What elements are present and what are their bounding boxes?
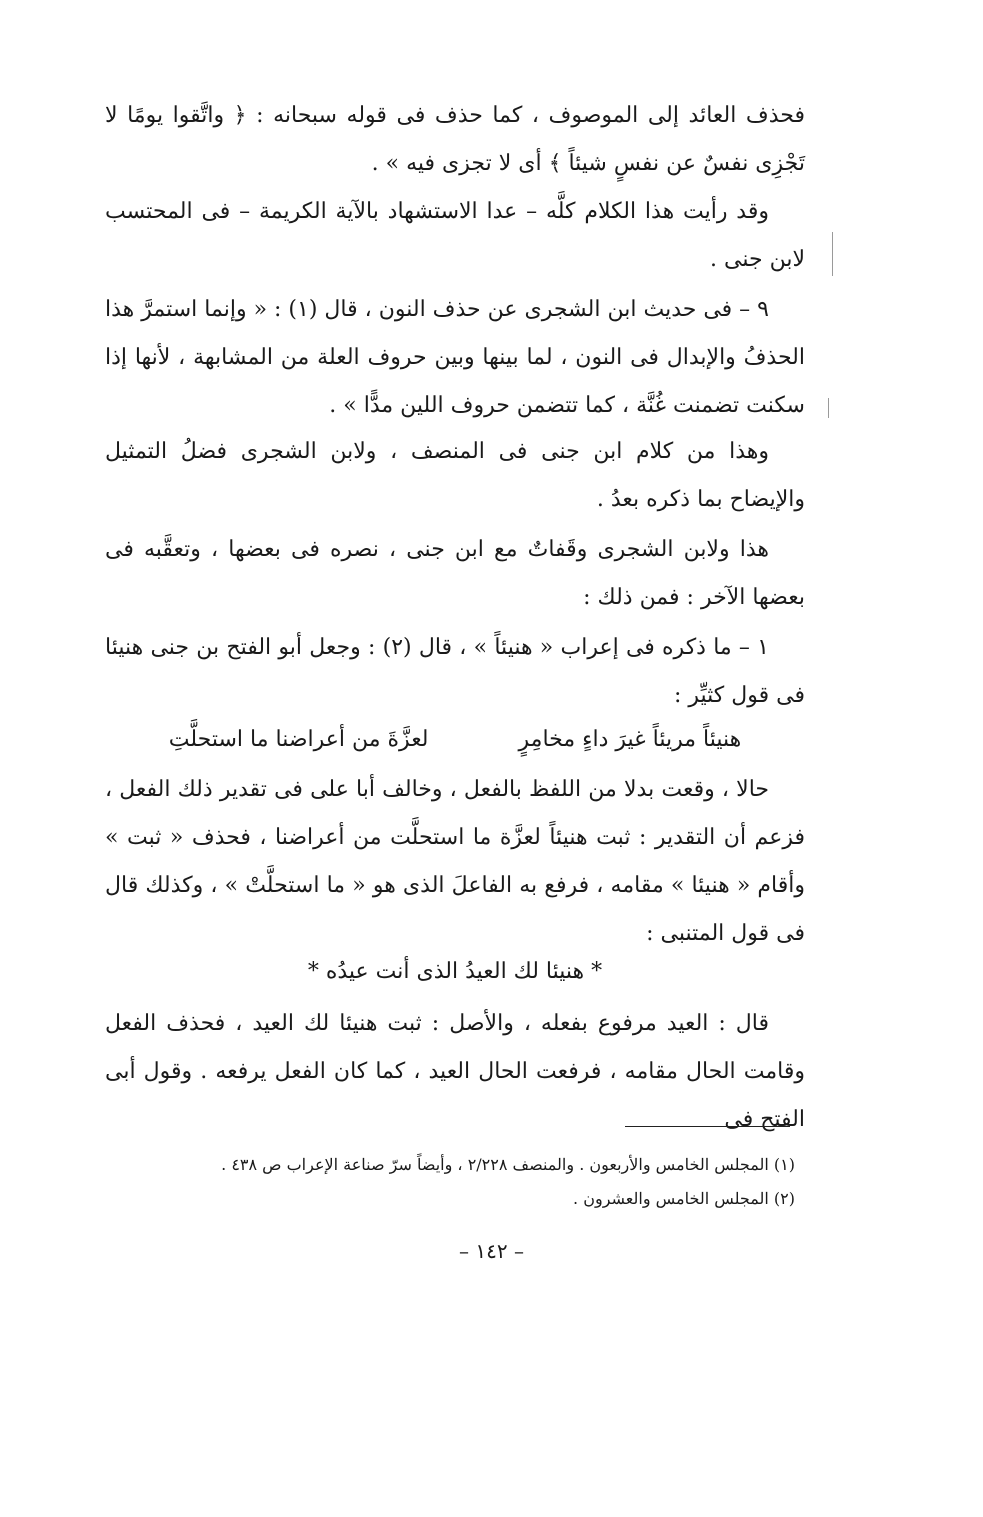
body-text-block-8 (105, 1000, 805, 1144)
footnotes (105, 1148, 795, 1216)
paragraph-2: وقد رأيت هذا الكلام كلَّه – عدا الاستشهاد بالآية الكريمة – فى المحتسب لابن جنى . (105, 199, 805, 272)
scan-margin-mark (828, 398, 829, 418)
verse-second-hemistich: لعزَّةَ من أعراضنا ما استحلَّتِ (168, 727, 429, 752)
paragraph-1: فحذف العائد إلى الموصوف ، كما حذف فى قوله سبحانه : ﴿ واتَّقوا يومًا لا تَجْزِى نفسٌ عن نفسٍ شيئاً ﴾ أى لا تجزى فيه » . (105, 103, 805, 176)
paragraph-3: ٩ – فى حديث ابن الشجرى عن حذف النون ، قال (١) : « وإنما استمرَّ هذا الحذفُ والإبدال فى النون ، لما بينها وبين حروف العلة من المشابهة ، لأنها إذا سكنت تضمنت غُنَّة ، كما تتضمن حروف اللين مدًّا » . (105, 297, 805, 418)
paragraph-4: وهذا من كلام ابن جنى فى المنصف ، ولابن الشجرى فضلُ التمثيل والإيضاح بما ذكره بعدُ . (105, 439, 805, 512)
verse-first-hemistich: هنيئاً مريئاً غيرَ داءٍ مخامِرٍ (518, 727, 742, 752)
footnote-1: (١) المجلس الخامس والأربعون . والمنصف ٢/٢٢٨ ، وأيضاً سرّ صناعة الإعراب ص ٤٣٨ . (221, 1155, 795, 1174)
verse-hemistich: * هنيئا لك العيدُ الذى أنت عيدُه * (307, 959, 603, 984)
paragraph-7: حالا ، وقعت بدلا من اللفظ بالفعل ، وخالف أبا على فى تقدير ذلك الفعل ، فزعم أن التقدير : ثبت هنيئاً لعزَّة ما استحلَّت من أعراضنا ، فحذف « ثبت » وأقام « هنيئا » مقامه ، فرفع به الفاعلَ الذى هو « ما استحلَّتْ » ، وكذلك قال فى قول المتنبى : (105, 777, 805, 946)
paragraph-8: قال : العيد مرفوع بفعله ، والأصل : ثبت هنيئا لك العيد ، فحذف الفعل وقامت الحال مقامه ، فرفعت الحال العيد ، كما كان الفعل يرفعه . وقول أبى الفتح فى (105, 1011, 805, 1132)
scan-margin-mark (832, 232, 833, 276)
body-text-block-3 (105, 286, 805, 430)
poetry-verse-kuthayyir (105, 716, 805, 764)
body-text-block-2 (105, 188, 805, 284)
footnote-2: (٢) المجلس الخامس والعشرون . (573, 1189, 795, 1208)
paragraph-5: هذا ولابن الشجرى وقَفاتٌ مع ابن جنى ، نصره فى بعضها ، وتعقَّبه فى بعضها الآخر : فمن ذلك : (105, 537, 805, 610)
body-text-block-6 (105, 624, 805, 720)
footnote-separator (625, 1126, 790, 1127)
page-number: – ١٤٢ – (459, 1239, 524, 1263)
body-text-block-5 (105, 526, 805, 622)
body-text-block-1 (105, 92, 805, 188)
body-text-block-4 (105, 428, 805, 524)
poetry-verse-mutanabbi (105, 948, 805, 996)
body-text-block-7 (105, 766, 805, 958)
paragraph-6: ١ – ما ذكره فى إعراب « هنيئاً » ، قال (٢) : وجعل أبو الفتح بن جنى هنيئا فى قول كثيِّر : (105, 635, 805, 708)
